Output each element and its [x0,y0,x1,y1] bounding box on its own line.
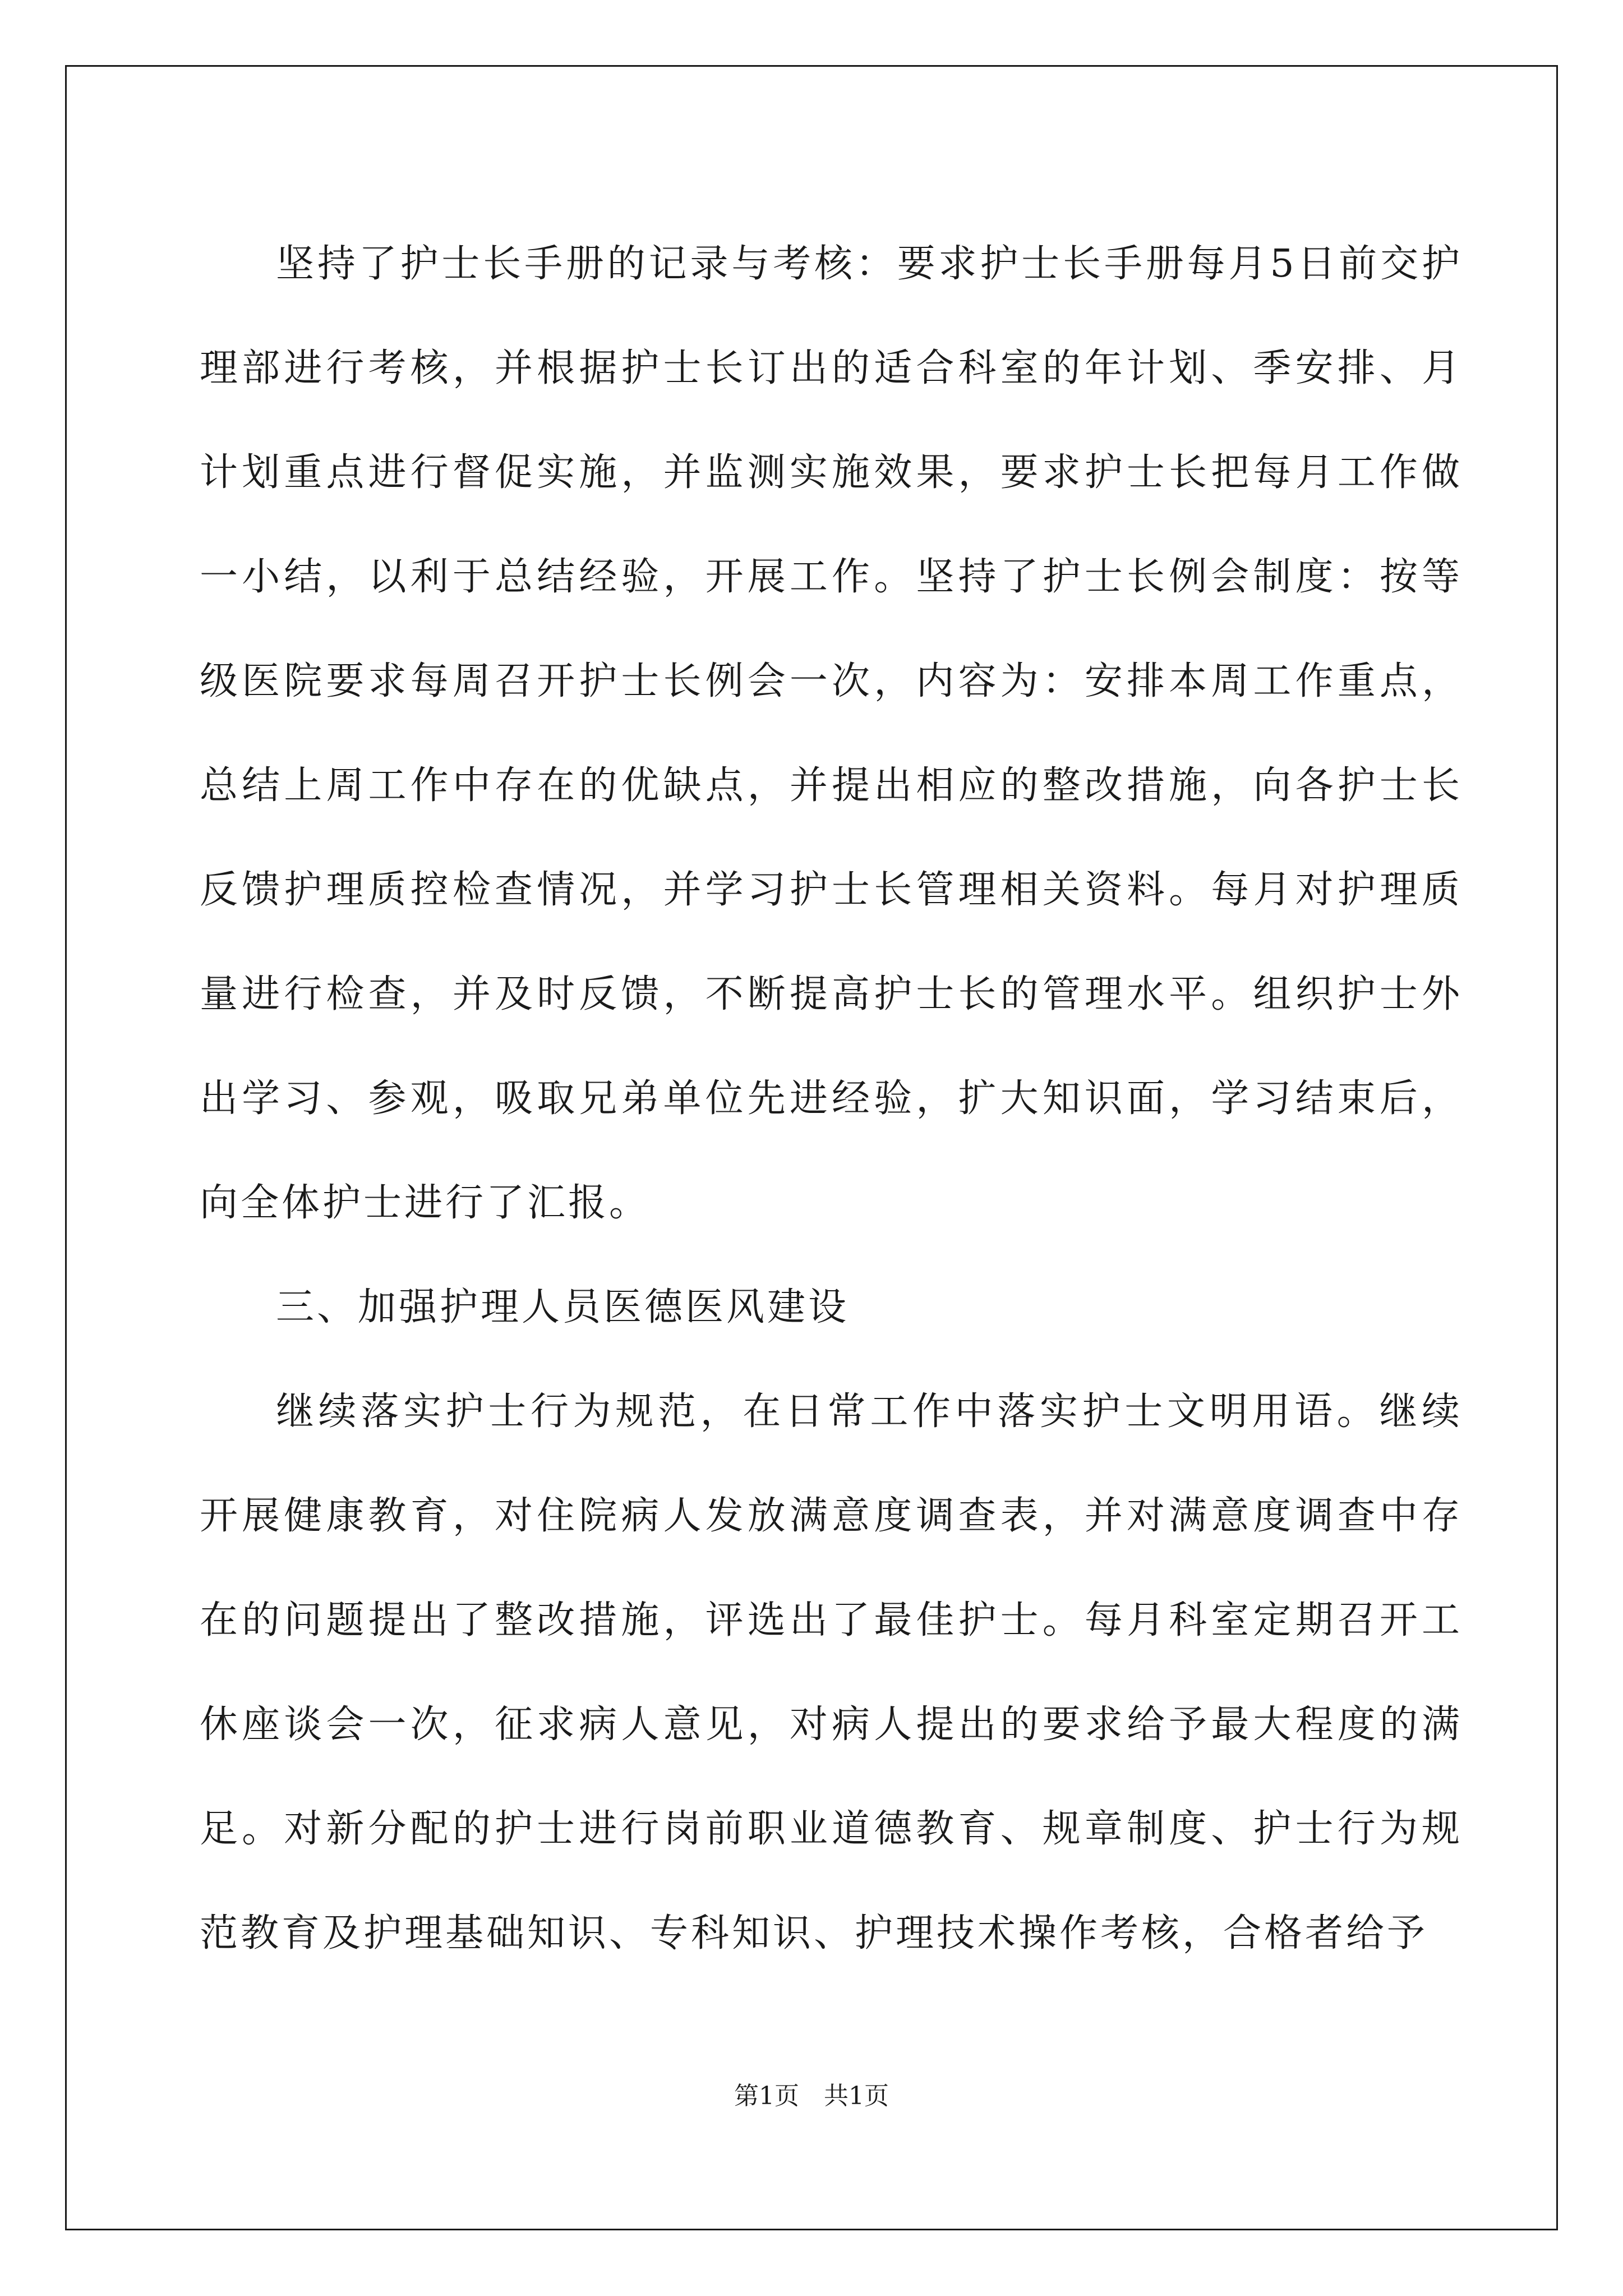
section-heading-ethics: 三、加强护理人员医德医风建设 [276,1285,850,1329]
document-body [200,212,1463,1986]
paragraph-ethics-construction: 继续落实护士行为规范，在日常工作中落实护士文明用语。继续开展健康教育，对住院病人发放满意度调查表，并对满意度调查中存在的问题提出了整改措施，评选出了最佳护士。每月科室定期召开工休座谈会一次，征求病人意见，对病人提出的要求给予最大程度的满足。对新分配的护士进行岗前职业道德教育、规章制度、护士行为规范教育及护理基础知识、专科知识、护理技术操作考核，合格者给予 [200,1389,1463,1955]
paragraph-head-nurse-management: 坚持了护士长手册的记录与考核：要求护士长手册每月5日前交护理部进行考核，并根据护士长订出的适合科室的年计划、季安排、月计划重点进行督促实施，并监测实施效果，要求护士长把每月工作做一小结，以利于总结经验，开展工作。坚持了护士长例会制度：按等级医院要求每周召开护士长例会一次，内容为：安排本周工作重点，总结上周工作中存在的优缺点，并提出相应的整改措施，向各护士长反馈护理质控检查情况，并学习护士长管理相关资料。每月对护理质量进行检查，并及时反馈，不断提高护士长的管理水平。组织护士外出学习、参观，吸取兄弟单位先进经验，扩大知识面，学习结束后，向全体护士进行了汇报。 [200,242,1463,1225]
page-footer: 第1页 共1页 [734,2082,889,2110]
